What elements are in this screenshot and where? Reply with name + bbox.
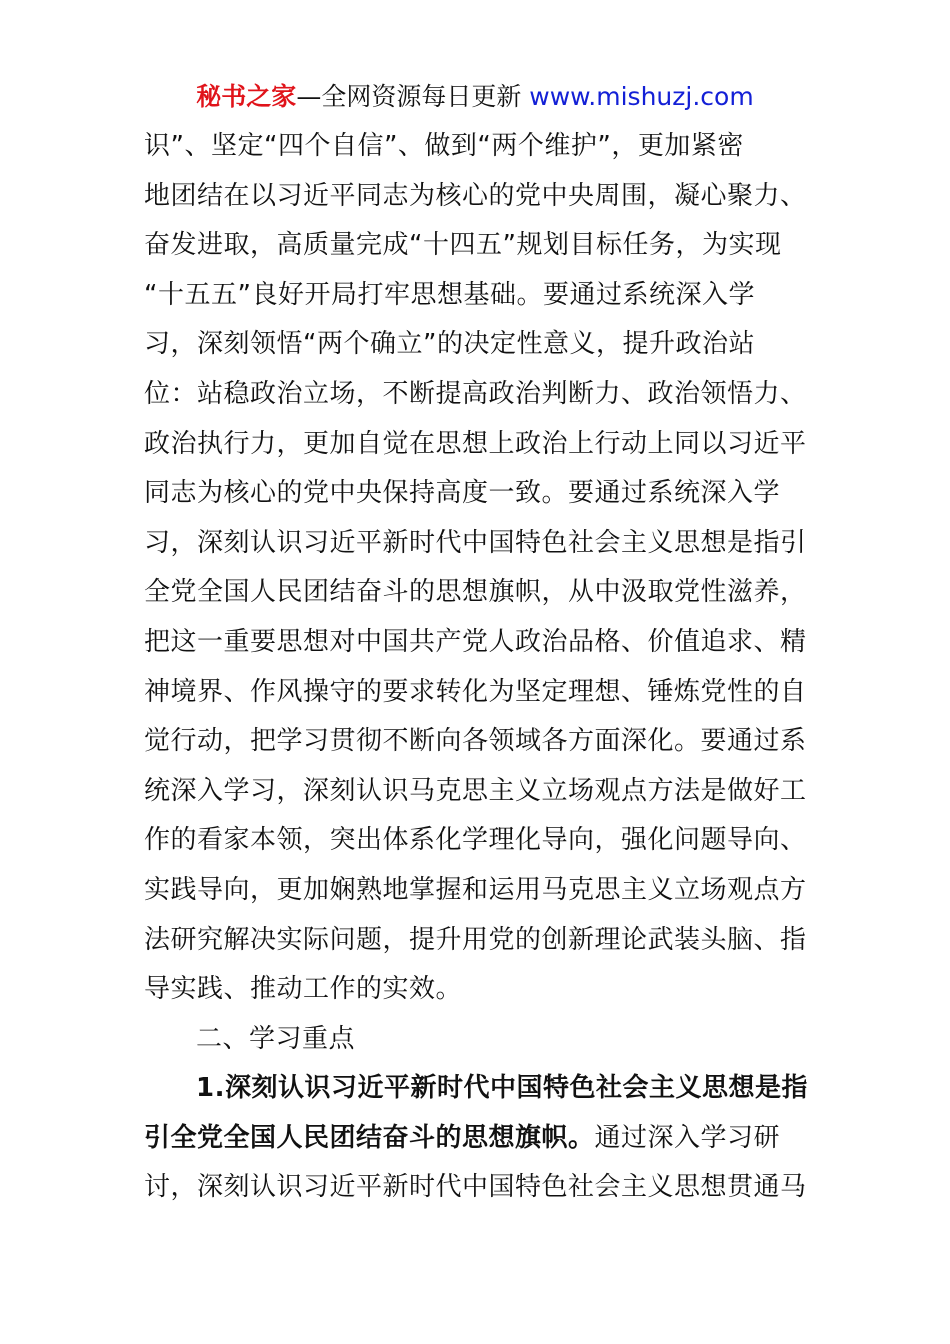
text-line: 同志为核心的党中央保持高度一致。要通过系统深入学: [144, 478, 781, 509]
text-line: [144, 1114, 824, 1164]
point-heading-continued: 引全党全国人民团结奋斗的思想旗帜。: [144, 1122, 595, 1153]
header-slogan: —全网资源每日更新: [296, 82, 530, 111]
text-line: 位：站稳政治立场，不断提高政治判断力、政治领悟力、: [144, 378, 807, 409]
text-line: 作的看家本领，突出体系化学理化导向，强化问题导向、: [144, 825, 807, 856]
text-line: 导实践、推动工作的实效。: [144, 974, 463, 1005]
text-line: 奋发进取，高质量完成“十四五”规划目标任务，为实现: [144, 230, 782, 261]
text-line: 实践导向，更加娴熟地掌握和运用马克思主义立场观点方: [144, 874, 807, 905]
text-line: “十五五”良好开局打牢思想基础。要通过系统深入学: [144, 279, 755, 310]
text-line: 觉行动，把学习贯彻不断向各领域各方面深化。要通过系: [144, 726, 807, 757]
site-header: [0, 80, 950, 114]
text-line: 全党全国人民团结奋斗的思想旗帜，从中汲取党性滋养，: [144, 577, 807, 608]
body-text: [144, 122, 824, 1213]
header-url-link[interactable]: www.mishuzj.com: [529, 82, 754, 111]
text-line: 法研究解决实际问题，提升用党的创新理论武装头脑、指: [144, 924, 807, 955]
text-line: 政治执行力，更加自觉在思想上政治上行动上同以习近平: [144, 428, 807, 459]
text-line: 把这一重要思想对中国共产党人政治品格、价值追求、精: [144, 626, 807, 657]
text-line: 讨，深刻认识习近平新时代中国特色社会主义思想贯通马: [144, 1172, 807, 1203]
text-line: 统深入学习，深刻认识马克思主义立场观点方法是做好工: [144, 775, 807, 806]
text-line: 地团结在以习近平同志为核心的党中央周围，凝心聚力、: [144, 180, 807, 211]
brand-name: 秘书之家: [196, 82, 297, 111]
text-line: 识”、坚定“四个自信”、做到“两个维护”，更加紧密: [144, 131, 744, 161]
text-line: 习，深刻认识习近平新时代中国特色社会主义思想是指引: [144, 527, 807, 558]
point-text: 通过深入学习研: [594, 1122, 781, 1153]
point-heading: 1.深刻认识习近平新时代中国特色社会主义思想是指: [196, 1073, 808, 1104]
text-line: 神境界、作风操守的要求转化为坚定理想、锤炼党性的自: [144, 676, 807, 707]
text-line: 习，深刻领悟“两个确立”的决定性意义，提升政治站: [144, 329, 755, 360]
section-heading: 二、学习重点: [196, 1023, 356, 1054]
